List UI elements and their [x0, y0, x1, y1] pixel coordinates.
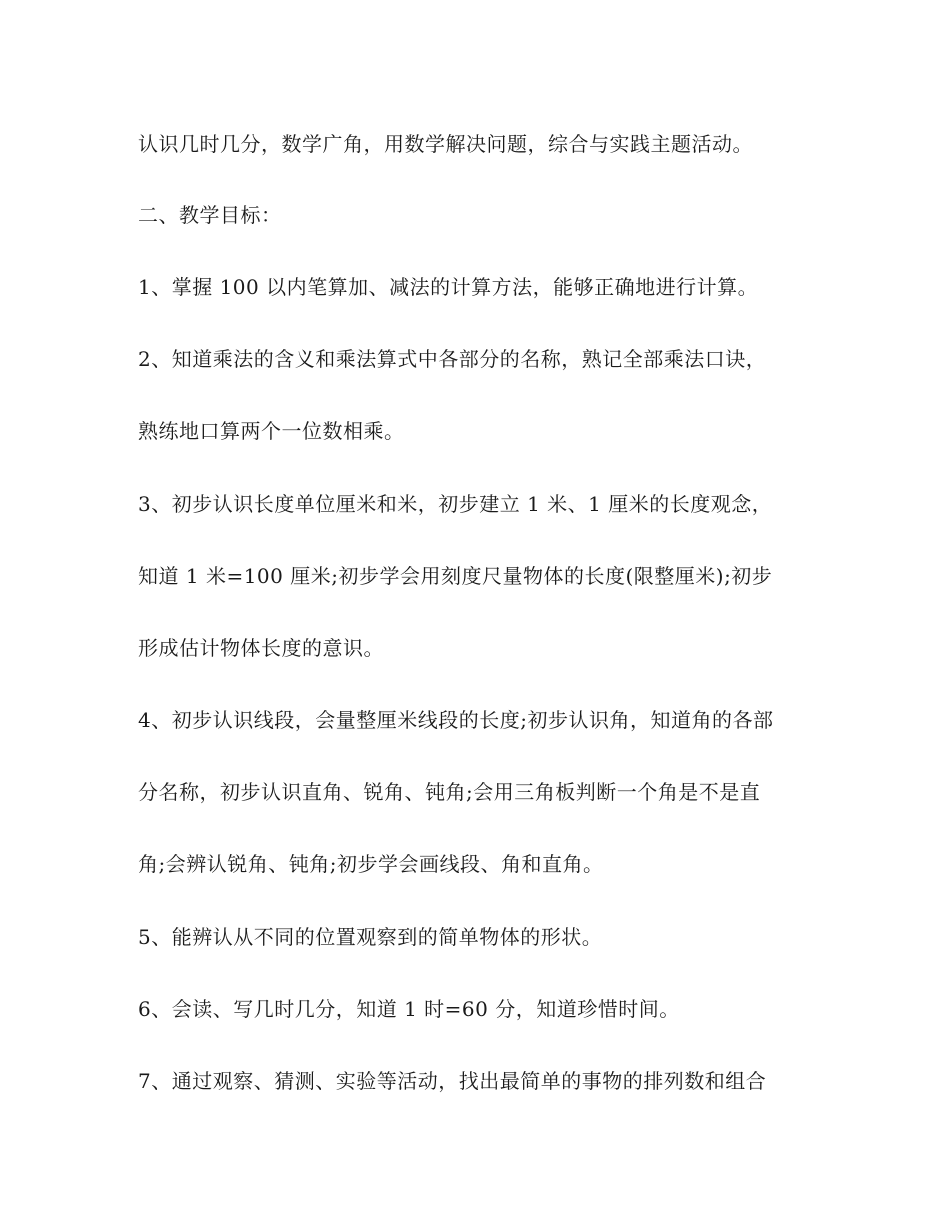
goal-item-3-line-1: 3、初步认识长度单位厘米和米，初步建立 1 米、1 厘米的长度观念，	[138, 492, 773, 516]
goal-item-6: 6、会读、写几时几分，知道 1 时=60 分，知道珍惜时间。	[138, 997, 680, 1021]
text-line-scope-continued: 认识几时几分，数学广角，用数学解决问题，综合与实践主题活动。	[138, 132, 753, 156]
goal-item-2-line-2: 熟练地口算两个一位数相乘。	[138, 419, 405, 443]
section-heading-teaching-goals: 二、教学目标：	[138, 203, 282, 227]
goal-item-7-line-1: 7、通过观察、猜测、实验等活动，找出最简单的事物的排列数和组合	[138, 1069, 767, 1093]
goal-item-2-line-1: 2、知道乘法的含义和乘法算式中各部分的名称，熟记全部乘法口诀，	[138, 347, 767, 371]
goal-item-4-line-3: 角;会辨认锐角、钝角;初步学会画线段、角和直角。	[138, 852, 604, 876]
goal-item-3-line-3: 形成估计物体长度的意识。	[138, 636, 384, 660]
goal-item-3-line-2: 知道 1 米=100 厘米;初步学会用刻度尺量物体的长度(限整厘米);初步	[138, 564, 773, 588]
goal-item-1: 1、掌握 100 以内笔算加、减法的计算方法，能够正确地进行计算。	[138, 275, 759, 299]
goal-item-5: 5、能辨认从不同的位置观察到的简单物体的形状。	[138, 925, 603, 949]
goal-item-4-line-2: 分名称，初步认识直角、锐角、钝角;会用三角板判断一个角是不是直	[138, 780, 761, 804]
goal-item-4-line-1: 4、初步认识线段，会量整厘米线段的长度;初步认识角，知道角的各部	[138, 708, 774, 732]
